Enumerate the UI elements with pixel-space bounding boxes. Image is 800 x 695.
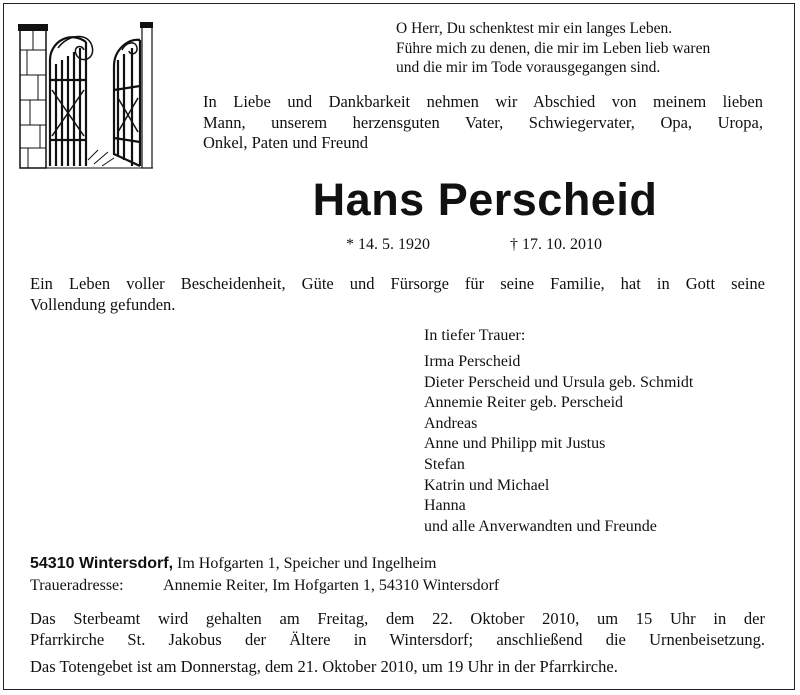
death-date: † 17. 10. 2010 bbox=[510, 236, 602, 253]
verse bbox=[396, 19, 766, 78]
verse-line: und die mir im Tode vorausgegangen sind. bbox=[396, 59, 661, 76]
mourner-entry: Stefan bbox=[424, 455, 465, 473]
verse-line: Führe mich zu denen, die mir im Leben lieb waren bbox=[396, 39, 711, 57]
intro-line: In Liebe und Dankbarkeit nehmen wir Abschied von meinem lieben bbox=[203, 92, 763, 111]
tribute-line: Vollendung gefunden. bbox=[30, 294, 176, 314]
mourner-entry: Anne und Philipp mit Justus bbox=[424, 435, 606, 453]
gate-illustration bbox=[18, 20, 153, 170]
deceased-name: Hans Perscheid bbox=[312, 174, 658, 225]
family-address bbox=[30, 555, 437, 573]
service-line: Pfarrkirche St. Jakobus der Ältere in Wintersdorf; anschließend die Urnenbeisetzung. bbox=[30, 630, 765, 649]
intro-text bbox=[203, 92, 763, 154]
prayer-text: Das Totengebet ist am Donnerstag, dem 21. Oktober 2010, um 19 Uhr in der Pfarrkirche. bbox=[30, 657, 618, 676]
birth-date: * 14. 5. 1920 bbox=[346, 236, 430, 253]
mourner-entry: Andreas bbox=[424, 414, 478, 432]
mourners-list bbox=[424, 352, 693, 537]
intro-line: Mann, unserem herzensguten Vater, Schwiegervater, Opa, Uropa, bbox=[203, 112, 763, 132]
service-text bbox=[30, 608, 765, 650]
address-city: 54310 Wintersdorf, bbox=[30, 555, 174, 572]
tribute-line: Ein Leben voller Bescheidenheit, Güte und Fürsorge für seine Familie, hat in Gott seine bbox=[30, 274, 765, 293]
mourning-address-label: Traueradresse: bbox=[30, 577, 124, 594]
mourning-address-value: Annemie Reiter, Im Hofgarten 1, 54310 Wintersdorf bbox=[163, 577, 500, 594]
mourner-entry: Irma Perscheid bbox=[424, 353, 521, 370]
mourner-entry: Dieter Perscheid und Ursula geb. Schmidt bbox=[424, 373, 694, 391]
mourner-entry: Annemie Reiter geb. Perscheid bbox=[424, 394, 624, 412]
mourning-heading: In tiefer Trauer: bbox=[424, 327, 526, 344]
mourner-entry: und alle Anverwandten und Freunde bbox=[424, 517, 657, 535]
tribute-text bbox=[30, 274, 765, 315]
mourning-address bbox=[30, 577, 499, 595]
mourner-entry: Katrin und Michael bbox=[424, 476, 550, 494]
intro-line: Onkel, Paten und Freund bbox=[203, 133, 368, 152]
verse-line: O Herr, Du schenktest mir ein langes Leben. bbox=[396, 20, 673, 37]
mourner-entry: Hanna bbox=[424, 497, 466, 515]
service-line: Das Sterbeamt wird gehalten am Freitag, dem 22. Oktober 2010, um 15 Uhr in der bbox=[30, 609, 765, 628]
address-rest: Im Hofgarten 1, Speicher und Ingelheim bbox=[177, 555, 437, 572]
